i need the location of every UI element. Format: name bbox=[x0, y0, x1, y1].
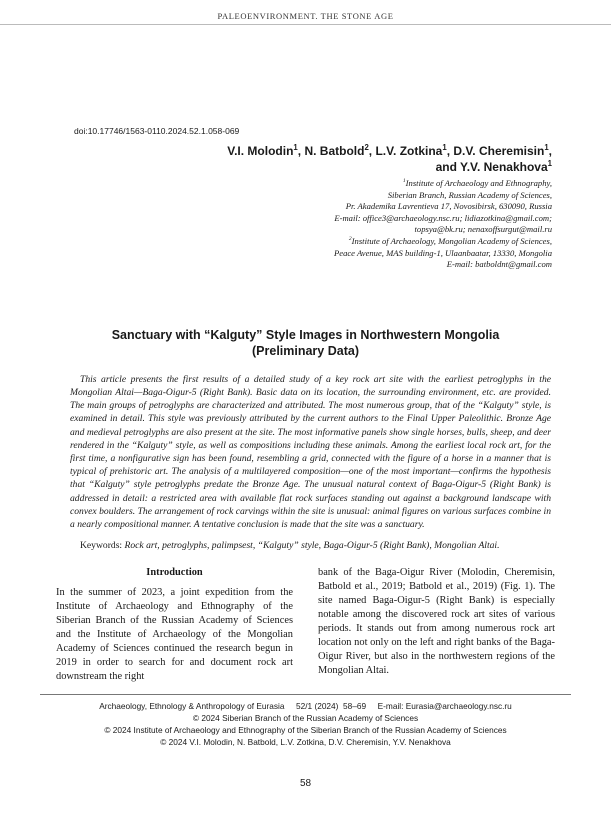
aff-mark: 1 bbox=[293, 143, 298, 152]
copyright-line: © 2024 Institute of Archaeology and Ethnography of the Siberian Branch of the Russian Academy of Sciences bbox=[104, 725, 507, 736]
title-line: Sanctuary with “Kalguty” Style Images in Northwestern Mongolia bbox=[111, 327, 500, 342]
author: V.I. Molodin bbox=[227, 144, 294, 158]
article-title bbox=[60, 327, 551, 359]
author: L.V. Zotkina bbox=[375, 144, 443, 158]
aff-mark: 1 bbox=[402, 178, 406, 185]
paragraph: In the summer of 2023, a joint expedition from the Institute of Archaeology and Ethnography of the Siberian Branch of the Russian Academy of Sciences and the Institute of Archaeology of the Mongolian Academy of Sciences continued the research begun in 2019 in order to search for and document rock art downstream the right bbox=[56, 587, 293, 683]
author: D.V. Cheremisin bbox=[453, 144, 545, 158]
author-list: V.I. Molodin$^1$, N. Batbold$^2$, L.V. Zotkina$^1$, D.V. Cheremisin$^1$, and Y.V. Nenakhova$^1$ bbox=[227, 143, 552, 174]
aff-mark: 1 bbox=[547, 159, 552, 168]
paragraph: bank of the Baga-Oigur River (Molodin, Cheremisin, Batbold et al., 2019; Batbold et al., 2019) (Fig. 1). The site named Baga-Oigur-5 (Right Bank) is especially notable among the discovered rock art sites of various periods. It stands out from among numerous rock art location not only on the left and right banks of the Baga-Oigur River, but also in the northwestern regions of the Mongolian Altai. bbox=[318, 567, 555, 677]
aff-line: Institute of Archaeology, Mongolian Academy of Sciences, bbox=[351, 235, 552, 246]
right-column bbox=[318, 566, 555, 684]
and-word: and bbox=[435, 160, 461, 174]
journal-info: Archaeology, Ethnology & Anthropology of Eurasia 52/1 (2024) 58–69 E-mail: Eurasia@archaeology.nsc.ru bbox=[99, 701, 512, 712]
aff-line: Siberian Branch, Russian Academy of Sciences, bbox=[387, 189, 552, 200]
aff-line: Peace Avenue, MAS building-1, Ulaanbaatar, 13330, Mongolia bbox=[334, 247, 552, 258]
footer bbox=[40, 694, 571, 748]
aff-mark: 1 bbox=[442, 143, 447, 152]
title-line: (Preliminary Data) bbox=[252, 343, 359, 358]
author: N. Batbold bbox=[304, 144, 365, 158]
left-column bbox=[56, 566, 293, 684]
copyright-line: © 2024 Siberian Branch of the Russian Academy of Sciences bbox=[192, 713, 419, 724]
keywords bbox=[70, 539, 551, 552]
keywords-text: Rock art, petroglyphs, palimpsest, “Kalguty” style, Baga-Oigur-5 (Right Bank), Mongolian Altai. bbox=[124, 540, 500, 552]
page-number: 58 bbox=[299, 778, 312, 790]
abstract: This article presents the first results of a detailed study of a key rock art site with the earliest petroglyphs in the Mongolian Altai—Baga-Oigur-5 (Right Bank). Basic data on its location, the surrounding environment, etc. are provided. The main groups of petroglyphs are characterized and attributed. The most numerous group, that of the “Kalguty” style, is examined in detail. This style was previously attributed by the current authors to the Final Upper Paleolithic. Bronze Age and medieval petroglyphs are also present at the site. The most informative panels show single horses, bulls, sheep, and deer rendered in the “Kalguty” style, as well as compositions including these animals. Among the earliest local rock art, for the first time, a nonfigurative sign has been found, resembling a grid, connected with the figure of a horse in a manner that is typical of prehistoric art. The analysis of a multilayered composition—one of the most important—confirms the hypothesis that “Kalguty” style petroglyphs predate the Bronze Age. The unusual natural context of Baga-Oigur-5 (Right Bank) is addressed in detail: a restricted area with available flat rock surfaces standing out against a background landscape with convex boulders. The arrangement of rock carvings within the site is unusual: animal figures on various surfaces combine in a nearly compositional manner. A tentative conclusion is made that the site was a sanctuary. bbox=[70, 373, 551, 530]
author: Y.V. Nenakhova bbox=[460, 160, 548, 174]
aff-line: Institute of Archaeology and Ethnography, bbox=[405, 178, 552, 188]
aff-line: E-mail: office3@archaeology.nsc.ru; lidiazotkina@gmail.com; bbox=[334, 212, 552, 223]
section-heading: Introduction bbox=[146, 567, 203, 579]
copyright-line: © 2024 V.I. Molodin, N. Batbold, L.V. Zotkina, D.V. Cheremisin, Y.V. Nenakhova bbox=[160, 737, 451, 748]
aff-mark: 2 bbox=[348, 236, 352, 243]
aff-line: Pr. Akademika Lavrentieva 17, Novosibirsk, 630090, Russia bbox=[345, 201, 552, 212]
aff-mark: 1 bbox=[544, 143, 549, 152]
aff-line: topsya@bk.ru; nenaxoffsurgut@mail.ru bbox=[414, 224, 552, 235]
running-head: PALEOENVIRONMENT. THE STONE AGE bbox=[0, 10, 611, 25]
doi: doi:10.17746/1563-0110.2024.52.1.058-069 bbox=[74, 126, 240, 136]
body-columns bbox=[56, 566, 555, 684]
keywords-label: Keywords: bbox=[80, 540, 125, 552]
affiliations bbox=[0, 178, 552, 271]
aff-line: E-mail: batboldnt@gmail.com bbox=[446, 259, 552, 270]
aff-mark: 2 bbox=[364, 143, 369, 152]
